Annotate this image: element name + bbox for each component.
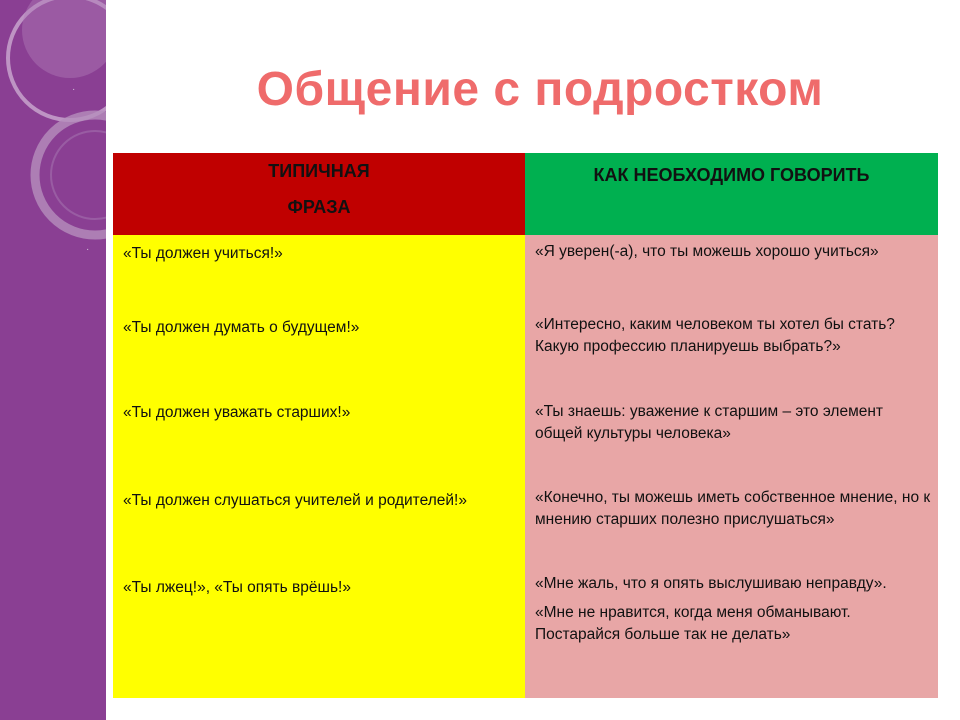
header-how-to-speak-label: КАК НЕОБХОДИМО ГОВОРИТЬ: [593, 165, 870, 185]
recommended-phrase-1: «Я уверен(-а), что ты можешь хорошо учиться»: [535, 243, 879, 260]
header-how-to-speak: [525, 153, 938, 235]
decorative-side-band: [0, 0, 106, 720]
comparison-table: [113, 153, 938, 698]
header-typical-line1: ТИПИЧНАЯ: [268, 161, 370, 181]
decorative-circles: [0, 0, 106, 720]
typical-phrase-4: «Ты должен слушаться учителей и родителей!»: [123, 492, 467, 509]
recommended-phrase-3: «Ты знаешь: уважение к старшим – это элемент общей культуры человека»: [535, 403, 884, 442]
recommended-phrase-5a: «Мне жаль, что я опять выслушиваю неправду».: [535, 575, 887, 592]
typical-phrase-3: «Ты должен уважать старших!»: [123, 404, 351, 421]
recommended-phrase-5b: «Мне не нравится, когда меня обманывают. Постарайся больше так не делать»: [535, 604, 851, 643]
typical-phrase-2: «Ты должен думать о будущем!»: [123, 319, 360, 336]
slide-title: Общение с подростком: [256, 63, 824, 116]
typical-phrase-5: «Ты лжец!», «Ты опять врёшь!»: [123, 579, 351, 596]
recommended-phrase-4: «Конечно, ты можешь иметь собственное мнение, но к мнению старших полезно прислушаться»: [535, 489, 931, 528]
header-typical-phrase: [113, 153, 525, 235]
typical-phrase-1: «Ты должен учиться!»: [123, 245, 283, 262]
decorative-dot: ·: [86, 244, 90, 255]
recommended-phrases-column: [525, 235, 938, 698]
header-typical-line2: ФРАЗА: [287, 197, 351, 217]
decorative-dot: ·: [72, 84, 76, 95]
typical-phrases-column: [113, 235, 525, 698]
recommended-phrase-2: «Интересно, каким человеком ты хотел бы стать? Какую профессию планируешь выбрать?»: [535, 316, 895, 355]
